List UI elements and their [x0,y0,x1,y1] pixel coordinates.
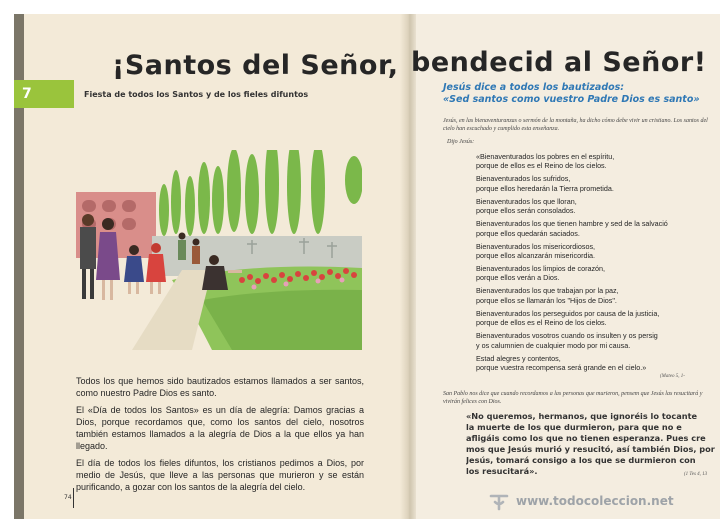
beatitude-item [476,242,720,261]
beatitude-line: «Bienaventurados los pobres en el espíritu, [476,152,615,161]
beatitude-line: porque ellos serán consolados. [476,206,576,216]
beatitude-item [476,197,720,216]
quote-line: los resucitará». [466,466,538,476]
beatitude-item [476,354,720,373]
quote-heading [443,82,720,106]
beatitude-line: Bienaventurados vosotros cuando os insulten y os persig [476,331,658,341]
watermark-logo-icon [488,490,510,512]
beatitude-item [476,331,720,350]
quote-line: la muerte de los que durmieron, para que no e [466,422,682,432]
beatitude-line: porque ellos se llamarán los "Hijos de Dios". [476,295,617,305]
quote-line: «No queremos, hermanos, que ignoréis lo tocante [466,411,698,421]
page-number: 74 [64,494,72,501]
beatitude-item [476,219,720,238]
beatitude-item [476,309,720,328]
paragraph-2: El «Día de todos los Santos» es un día de alegría: Damos gracias a Dios, porque recordamos que, como los santos del cielo, nosotros también estamos llamados a la alegría de Dios a la que ellos ya han llegado. [76,405,364,451]
beatitude-line: porque de ellos es el Reino de los cielos. [476,161,607,171]
beatitude-line: Bienaventurados los perseguidos por causa de la justicia, [476,308,660,318]
page-number-rule [73,488,74,508]
watermark-text: www.todocoleccion.net [516,494,674,508]
beatitude-line: porque de ellos es el Reino de los cielos. [476,318,607,328]
beatitudes-list [476,152,720,376]
cemetery-illustration [72,150,362,350]
quote-heading-line-2: «Sed santos como vuestro Padre Dios es santo» [443,94,700,105]
beatitude-item [476,264,720,283]
intro-text: Jesús, en las bienaventuranzas o sermón de la montaña, ha dicho cómo debe vivir un cristiano. Los santos del cielo han escuchado y cumplido esta enseñanza. [443,118,708,132]
beatitude-line: Bienaventurados los sufridos, [476,174,571,184]
beatitude-line: Bienaventurados los que lloran, [476,196,577,206]
beatitude-line: Bienaventurados los que tienen hambre y sed de la salvació [476,219,668,229]
beatitude-line: Bienaventurados los que trabajan por la paz, [476,286,619,296]
beatitude-item [476,286,720,305]
watermark [488,490,674,512]
beatitude-line: porque ellos heredarán la Tierra prometida. [476,183,614,193]
beatitude-item [476,152,720,171]
left-body-text [76,375,364,498]
beatitude-item [476,174,720,193]
beatitude-line: y os calumnien de cualquier modo por mi causa. [476,340,631,350]
san-pablo-text: San Pablo nos dice que cuando recordamos a las personas que murieron, pensem que Jesús las resucitará y vivirán felices con Dios. [443,391,703,405]
title-right: bendecid al Señor! [411,47,707,78]
paragraph-3: El día de todos los fieles difuntos, los cristianos pedimos a Dios, por medio de Jesús, que lleve a las personas que murieron y se están purificando, a gozar con los santos de la alegría del cielo. [76,458,364,492]
beatitude-line: Bienaventurados los limpios de corazón, [476,264,606,274]
title-left: ¡Santos del Señor, [112,50,399,81]
quote-line: mos que Jesús murió y resucitó, así también Dios, por [466,444,715,454]
beatitude-line: Bienaventurados los misericordiosos, [476,241,596,251]
beatitude-line: porque ellos verán a Dios. [476,273,560,283]
chapter-number-badge: 7 [14,80,74,108]
beatitude-line: porque ellos alcanzarán misericordia. [476,251,596,261]
thessalonians-quote [466,411,720,477]
scripture-reference-thessalonians: (1 Tes 4, 13 [684,472,708,477]
scripture-reference-matthew: (Mateo 5, 1- [660,374,685,379]
paragraph-1: Todos los que hemos sido bautizados estamos llamados a ser santos, como nuestro Padre Dios es santo. [76,376,364,398]
beatitude-line: Estad alegres y contentos, [476,353,561,363]
quote-line: Jesús, tomará consigo a los que se durmieron con [466,455,696,465]
beatitude-line: porque vuestra recompensa será grande en el cielo.» [476,363,647,373]
quote-heading-line-1: Jesús dice a todos los bautizados: [443,82,625,93]
beatitude-line: porque ellos quedarán saciados. [476,228,580,238]
chapter-subtitle: Fiesta de todos los Santos y de los fieles difuntos [84,90,309,99]
quote-line: afligáis como los que no tienen esperanza. Pues cre [466,433,706,443]
dijo-jesus-label: Dijo Jesús: [447,139,475,145]
